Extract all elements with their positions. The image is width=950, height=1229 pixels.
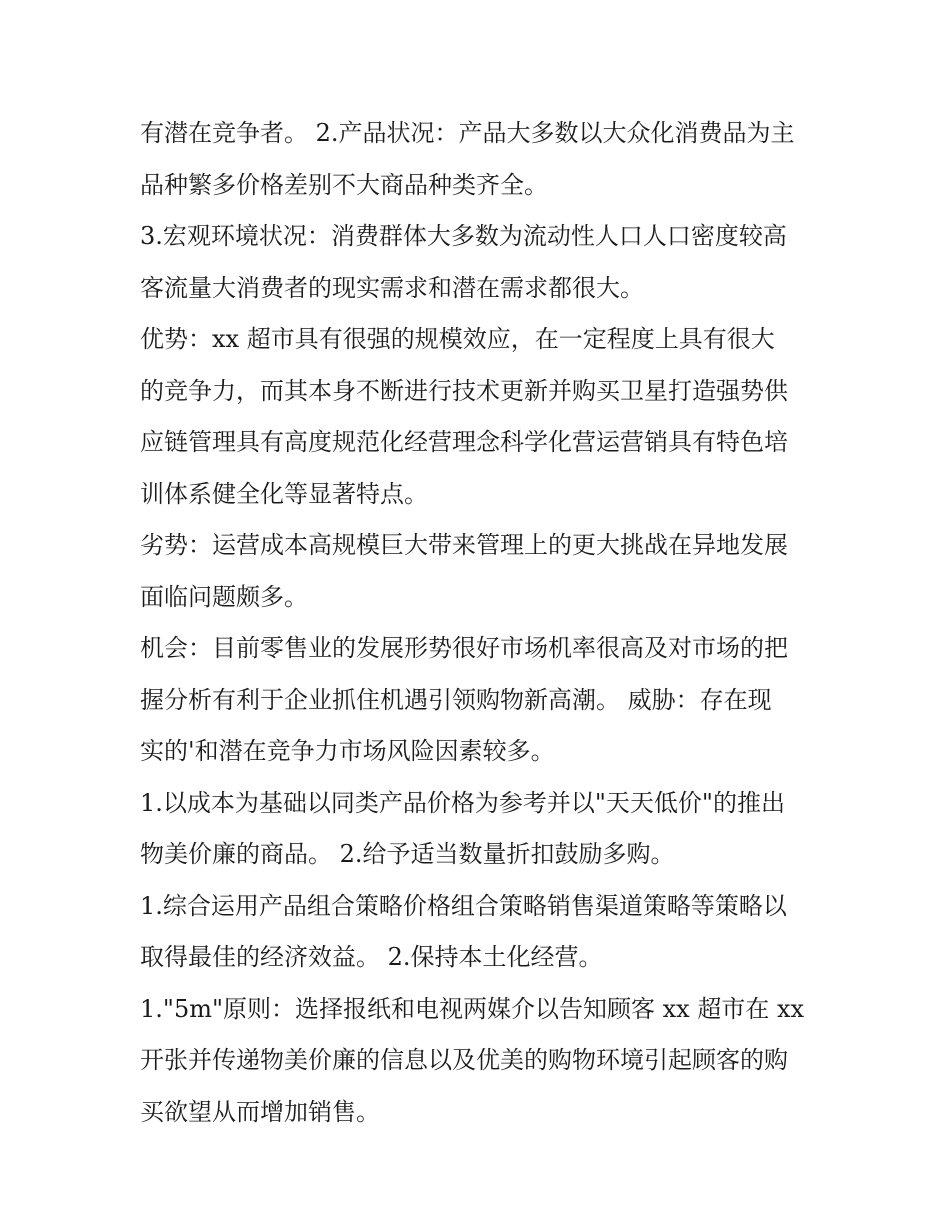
text-line: 1.综合运用产品组合策略价格组合策略销售渠道策略等策略以 xyxy=(140,891,787,920)
text-line: 开张并传递物美价廉的信息以及优美的购物环境引起顾客的购 xyxy=(140,1046,788,1074)
text-line: 3.宏观环境状况：消费群体大多数为流动性人口人口密度较高 xyxy=(140,222,787,250)
paragraph-5m-principle xyxy=(140,984,820,1139)
text-line: 取得最佳的经济效益。 2.保持本土化经营。 xyxy=(140,943,603,971)
text-line: 机会：目前零售业的发展形势很好市场机率很高及对市场的把 xyxy=(140,634,788,662)
text-line: 握分析有利于企业抓住机遇引领购物新高潮。 威胁：存在现 xyxy=(140,685,772,714)
paragraph-pricing-strategy xyxy=(140,778,820,881)
text-line: 1.以成本为基础以同类产品价格为参考并以"天天低价"的推出 xyxy=(140,788,785,817)
text-line: 的竞争力，而其本身不断进行技术更新并购买卫星打造强势供 xyxy=(140,376,788,405)
text-line: 劣势：运营成本高规模巨大带来管理上的更大挑战在异地发展 xyxy=(140,531,788,559)
paragraph-combination-strategy xyxy=(140,881,820,984)
paragraph-macro-environment xyxy=(140,211,820,314)
text-line: 物美价廉的商品。 2.给予适当数量折扣鼓励多购。 xyxy=(140,840,675,868)
document-body xyxy=(140,108,820,1138)
text-line: 客流量大消费者的现实需求和潜在需求都很大。 xyxy=(140,273,644,302)
text-line: 训体系健全化等显著特点。 xyxy=(140,479,428,508)
text-line: 买欲望从而增加销售。 xyxy=(140,1097,380,1126)
text-line: 应链管理具有高度规范化经营理念科学化营运营销具有特色培 xyxy=(140,428,788,456)
text-line: 优势：xx 超市具有很强的规模效应，在一定程度上具有很大 xyxy=(140,325,775,353)
paragraph-competitor-product xyxy=(140,108,820,211)
text-line: 实的'和潜在竞争力市场风险因素较多。 xyxy=(140,737,555,765)
text-line: 有潜在竞争者。 2.产品状况：产品大多数以大众化消费品为主 xyxy=(140,119,795,147)
text-line: 面临问题颇多。 xyxy=(140,582,308,611)
paragraph-strengths xyxy=(140,314,820,520)
text-line: 品种繁多价格差别不大商品种类齐全。 xyxy=(140,170,548,199)
paragraph-opportunities-threats xyxy=(140,623,820,778)
text-line: 1."5m"原则：选择报纸和电视两媒介以告知顾客 xx 超市在 xx xyxy=(140,994,805,1023)
paragraph-weaknesses xyxy=(140,520,820,623)
